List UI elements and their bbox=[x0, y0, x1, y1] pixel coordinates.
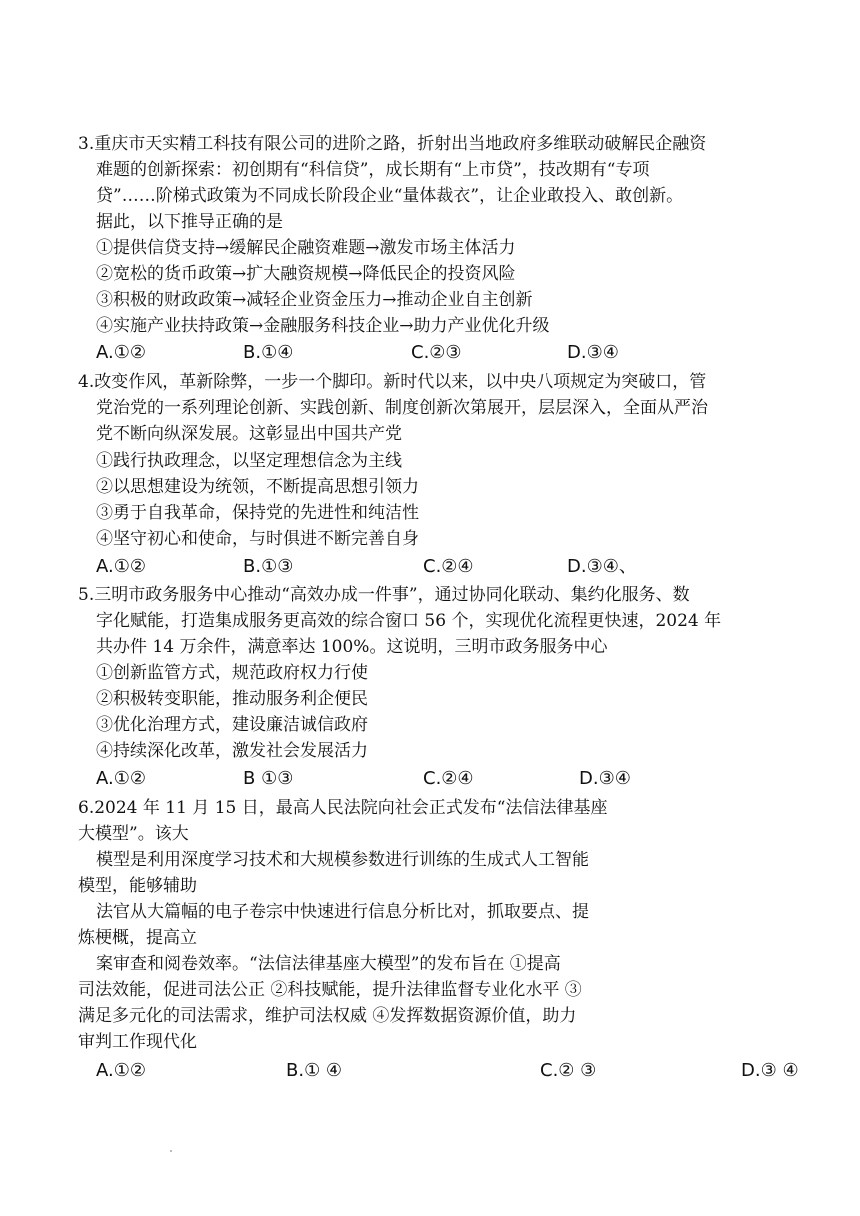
question-5-stem-line-1: 5.三明市政务服务中心推动“高效办成一件事”，通过协同化联动、集约化服务、数 bbox=[78, 585, 690, 605]
question-4-item-3: ③勇于自我革命，保持党的先进性和纯洁性 bbox=[96, 503, 419, 523]
question-6-option-a[interactable]: A.①② bbox=[96, 1060, 146, 1081]
question-4-stem-line-1: 4.改变作风，革新除弊，一步一个脚印。新时代以来，以中央八项规定为突破口，管 bbox=[78, 372, 707, 392]
question-3-stem-line-2: 难题的创新探索：初创期有“科信贷”，成长期有“上市贷”，技改期有“专项 bbox=[96, 160, 650, 180]
question-3-option-c[interactable]: C.②③ bbox=[411, 342, 462, 363]
question-3-item-2: ②宽松的货币政策→扩大融资规模→降低民企的投资风险 bbox=[96, 264, 516, 284]
question-3-option-a[interactable]: A.①② bbox=[96, 342, 146, 363]
question-3-option-b[interactable]: B.①④ bbox=[243, 342, 294, 363]
question-4-item-4: ④坚守初心和使命，与时俱进不断完善自身 bbox=[96, 529, 419, 549]
question-3-stem-line-3: 贷”……阶梯式政策为不同成长阶段企业“量体裁衣”，让企业敢投入、敢创新。 bbox=[96, 186, 684, 206]
question-5-stem-line-3: 共办件 14 万余件，满意率达 100%。这说明，三明市政务服务中心 bbox=[96, 637, 608, 657]
question-6-stem-line-2: 大模型”。该大 bbox=[78, 824, 189, 844]
question-6-option-d[interactable]: D.③ ④ bbox=[741, 1060, 799, 1081]
question-6-stem-line-7: 案审查和阅卷效率。“法信法律基座大模型”的发布旨在 ①提高 bbox=[96, 954, 561, 974]
question-6-stem-line-8: 司法效能，促进司法公正 ②科技赋能，提升法律监督专业化水平 ③ bbox=[78, 980, 582, 1000]
question-5-item-2: ②积极转变职能，推动服务利企便民 bbox=[96, 689, 368, 709]
question-6-option-b[interactable]: B.① ④ bbox=[286, 1060, 343, 1081]
question-6-stem-line-5: 法官从大篇幅的电子卷宗中快速进行信息分析比对，抓取要点、提 bbox=[96, 902, 589, 922]
question-4-item-1: ①践行执政理念，以坚定理想信念为主线 bbox=[96, 451, 402, 471]
question-5-option-c[interactable]: C.②④ bbox=[423, 768, 474, 789]
question-4-option-b[interactable]: B.①③ bbox=[243, 556, 294, 577]
scan-speck bbox=[170, 1150, 172, 1152]
question-5-item-4: ④持续深化改革，激发社会发展活力 bbox=[96, 741, 368, 761]
question-4-option-a[interactable]: A.①② bbox=[96, 556, 146, 577]
question-5-option-a[interactable]: A.①② bbox=[96, 768, 146, 789]
question-6-stem-line-4: 模型，能够辅助 bbox=[78, 876, 197, 896]
question-4-stem-line-2: 党治党的一系列理论创新、实践创新、制度创新次第展开，层层深入，全面从严治 bbox=[96, 398, 708, 418]
question-6-option-c[interactable]: C.② ③ bbox=[540, 1060, 597, 1081]
question-5-option-b[interactable]: B ①③ bbox=[243, 768, 294, 789]
question-3-option-d[interactable]: D.③④ bbox=[567, 342, 619, 363]
question-4-option-d[interactable]: D.③④、 bbox=[567, 556, 637, 577]
question-3-stem-line-4: 据此，以下推导正确的是 bbox=[96, 212, 283, 232]
question-3-stem-line-1: 3.重庆市天实精工科技有限公司的进阶之路，折射出当地政府多维联动破解民企融资 bbox=[78, 134, 707, 154]
question-6-stem-line-1: 6.2024 年 11 月 15 日，最高人民法院向社会正式发布“法信法律基座 bbox=[78, 798, 608, 818]
question-3-item-4: ④实施产业扶持政策→金融服务科技企业→助力产业优化升级 bbox=[96, 316, 550, 336]
question-3-item-1: ①提供信贷支持→缓解民企融资难题→激发市场主体活力 bbox=[96, 238, 516, 258]
question-5-item-1: ①创新监管方式，规范政府权力行使 bbox=[96, 663, 368, 683]
question-4-stem-line-3: 党不断向纵深发展。这彰显出中国共产党 bbox=[96, 424, 402, 444]
question-4-option-c[interactable]: C.②④ bbox=[423, 556, 474, 577]
question-6-stem-line-9: 满足多元化的司法需求，维护司法权威 ④发挥数据资源价值，助力 bbox=[78, 1006, 577, 1026]
question-5-option-d[interactable]: D.③④ bbox=[579, 768, 631, 789]
question-3-item-3: ③积极的财政政策→减轻企业资金压力→推动企业自主创新 bbox=[96, 290, 533, 310]
question-6-stem-line-10: 审判工作现代化 bbox=[78, 1032, 197, 1052]
question-5-stem-line-2: 字化赋能，打造集成服务更高效的综合窗口 56 个，实现优化流程更快速，2024 年 bbox=[96, 611, 722, 631]
question-6-stem-line-6: 炼梗概，提高立 bbox=[78, 928, 197, 948]
question-6-stem-line-3: 模型是利用深度学习技术和大规模参数进行训练的生成式人工智能 bbox=[96, 850, 589, 870]
question-4-item-2: ②以思想建设为统领，不断提高思想引领力 bbox=[96, 477, 419, 497]
question-5-item-3: ③优化治理方式，建设廉洁诚信政府 bbox=[96, 715, 368, 735]
